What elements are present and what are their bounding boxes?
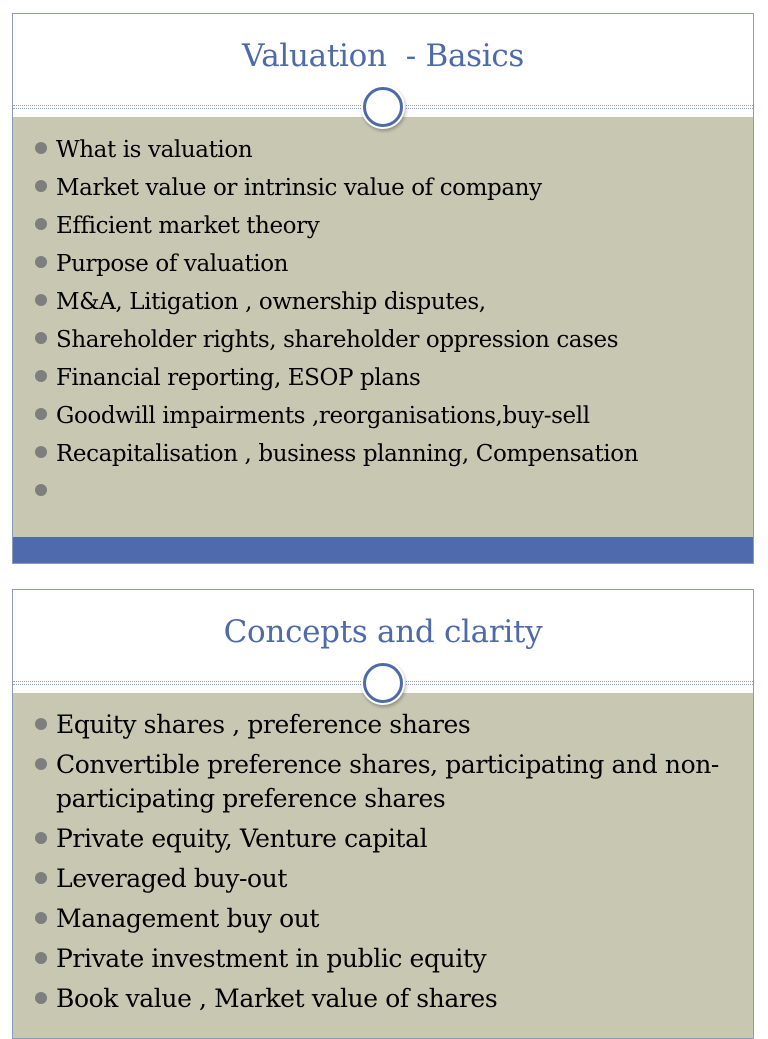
bullet-icon bbox=[35, 446, 47, 458]
bullet-icon bbox=[35, 142, 47, 154]
list-item: Financial reporting, ESOP plans bbox=[13, 359, 753, 397]
list-item: Book value , Market value of shares bbox=[13, 982, 753, 1016]
list-item: What is valuation bbox=[13, 131, 753, 169]
bullet-icon bbox=[35, 758, 47, 770]
list-item: Private equity, Venture capital bbox=[13, 822, 753, 856]
list-item: Equity shares , preference shares bbox=[13, 708, 753, 742]
bullet-icon bbox=[35, 832, 47, 844]
slide-title: Valuation - Basics bbox=[241, 38, 525, 74]
list-item: Recapitalisation , business planning, Compensation bbox=[13, 435, 753, 473]
bullet-icon bbox=[35, 992, 47, 1004]
bullet-icon bbox=[35, 952, 47, 964]
bullet-icon bbox=[35, 408, 47, 420]
bullet-icon bbox=[35, 332, 47, 344]
bullet-icon bbox=[35, 718, 47, 730]
bullet-icon bbox=[35, 256, 47, 268]
bullet-icon bbox=[35, 484, 47, 496]
list-item: Leveraged buy-out bbox=[13, 862, 753, 896]
list-item: Private investment in public equity bbox=[13, 942, 753, 976]
slide-concepts-and-clarity bbox=[12, 589, 754, 1039]
bullet-icon bbox=[35, 872, 47, 884]
list-item: Management buy out bbox=[13, 902, 753, 936]
footer-accent-bar bbox=[13, 537, 753, 563]
circle-ornament-icon bbox=[363, 87, 403, 127]
bullet-icon bbox=[35, 912, 47, 924]
list-item: M&A, Litigation , ownership disputes, bbox=[13, 283, 753, 321]
list-item: Market value or intrinsic value of company bbox=[13, 169, 753, 207]
list-item: Convertible preference shares, participating and non-participating preference shares bbox=[13, 748, 753, 816]
slide-valuation-basics bbox=[12, 13, 754, 564]
bullet-list bbox=[13, 708, 753, 1022]
list-item: Efficient market theory bbox=[13, 207, 753, 245]
bullet-icon bbox=[35, 294, 47, 306]
list-item: Shareholder rights, shareholder oppression cases bbox=[13, 321, 753, 359]
bullet-icon bbox=[35, 180, 47, 192]
bullet-icon bbox=[35, 218, 47, 230]
list-item: Purpose of valuation bbox=[13, 245, 753, 283]
list-item: Goodwill impairments ,reorganisations,buy-sell bbox=[13, 397, 753, 435]
bullet-list bbox=[13, 131, 753, 511]
circle-ornament-icon bbox=[363, 663, 403, 703]
bullet-icon bbox=[35, 370, 47, 382]
list-item bbox=[13, 473, 753, 511]
slide-title: Concepts and clarity bbox=[223, 614, 543, 650]
